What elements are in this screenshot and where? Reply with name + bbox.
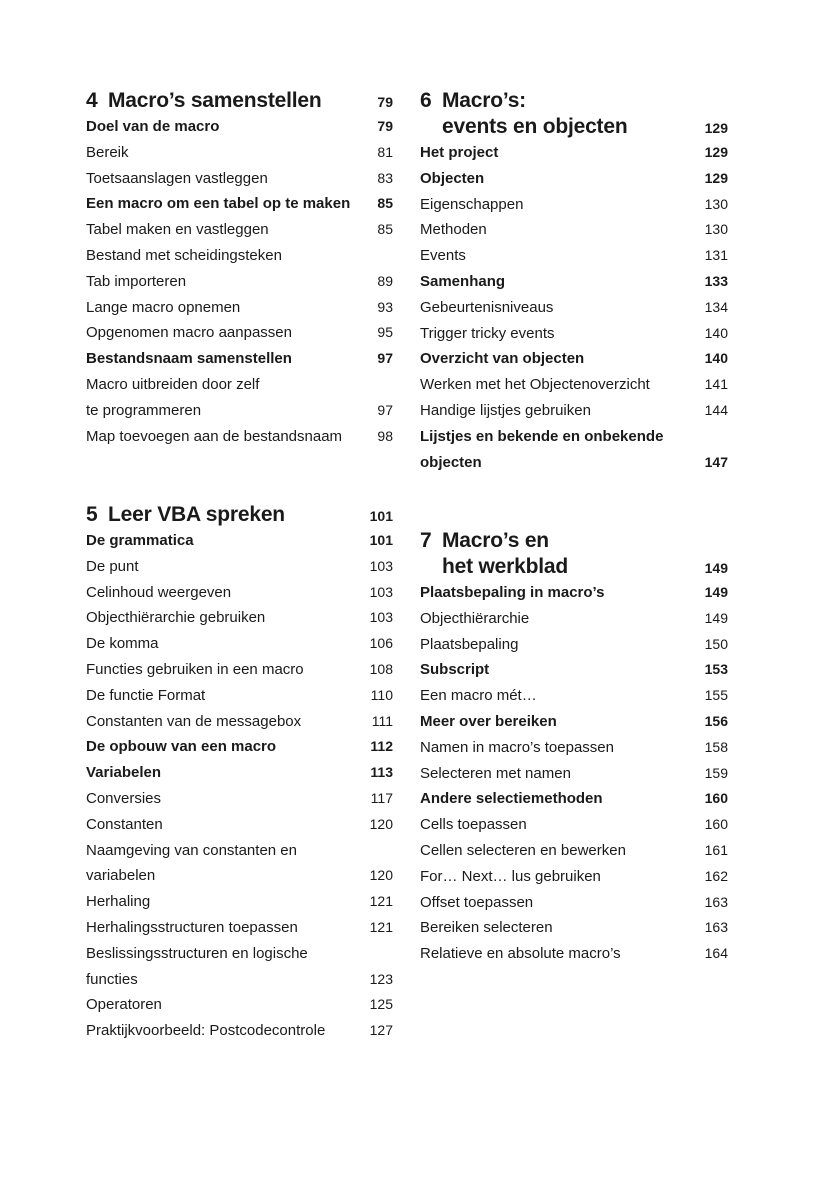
toc-subsection-entry[interactable] — [86, 554, 393, 580]
toc-entry-title: Subscript — [420, 661, 490, 679]
toc-entry-title: Objecthiërarchie gebruiken — [86, 609, 266, 627]
toc-entry-title: Doel van de macro — [86, 118, 220, 135]
toc-entry-title: For… Next… lus gebruiken — [420, 867, 601, 885]
chapter-number: 6 — [420, 89, 432, 112]
toc-subsection-entry[interactable] — [86, 295, 393, 321]
toc-entry-title: Bereik — [86, 143, 129, 161]
toc-entry-page: 163 — [704, 893, 728, 910]
toc-entry-page: 125 — [369, 996, 393, 1013]
toc-entry-page: 130 — [704, 221, 728, 238]
toc-entry-title: Plaatsbepaling in macro’s — [420, 584, 605, 601]
toc-entry-page: 83 — [377, 169, 393, 186]
toc-entry-page: 103 — [369, 583, 393, 600]
toc-entry-page: 81 — [377, 143, 393, 160]
chapter-heading — [420, 88, 728, 140]
toc-subsection-entry[interactable] — [86, 941, 393, 993]
toc-subsection-entry[interactable] — [420, 812, 728, 838]
toc-section-entry[interactable] — [420, 580, 728, 606]
toc-entry-page: 111 — [371, 712, 393, 729]
toc-subsection-entry[interactable] — [86, 631, 393, 657]
toc-entry-page: 129 — [704, 169, 728, 186]
toc-subsection-entry[interactable] — [420, 372, 728, 398]
toc-entry-page: 117 — [370, 789, 393, 806]
toc-subsection-entry[interactable] — [420, 295, 728, 321]
chapter-number: 5 — [86, 503, 98, 526]
chapter-page-number: 149 — [704, 560, 728, 576]
toc-entry-title: Meer over bereiken — [420, 712, 557, 730]
chapter-page-number: 129 — [704, 120, 728, 136]
toc-entry-page: 120 — [369, 867, 393, 884]
toc-entry-title: Trigger tricky events — [420, 324, 555, 342]
toc-subsection-entry[interactable] — [86, 605, 393, 631]
toc-subsection-entry[interactable] — [86, 709, 393, 735]
toc-entry-page: 147 — [704, 453, 728, 470]
toc-entry-page: 106 — [369, 635, 393, 652]
toc-entry-page: 103 — [369, 609, 393, 626]
toc-entry-page: 164 — [704, 945, 728, 962]
toc-entry-title: Handige lijstjes gebruiken — [420, 401, 591, 419]
toc-section-entry[interactable] — [420, 657, 728, 683]
toc-subsection-entry[interactable] — [86, 889, 393, 915]
chapter-7 — [420, 528, 728, 967]
toc-section-entry[interactable] — [420, 140, 728, 166]
toc-entry-page: 140 — [704, 324, 728, 341]
chapter-title — [86, 502, 285, 528]
toc-entry-title: Bestandsnaam samenstellen — [86, 350, 292, 368]
toc-entry-list — [86, 528, 393, 1044]
toc-entry-page: 153 — [704, 661, 728, 678]
toc-subsection-entry[interactable] — [420, 735, 728, 761]
toc-entry-page: 141 — [704, 376, 728, 393]
toc-entry-page: 85 — [377, 221, 393, 238]
toc-subsection-entry[interactable] — [86, 838, 393, 890]
toc-entry-title: Map toevoegen aan de bestandsnaam — [86, 427, 343, 445]
toc-entry-title: Bestand met scheidingsteken Tab importeren — [86, 246, 282, 290]
toc-subsection-entry[interactable] — [420, 606, 728, 632]
chapter-number: 4 — [86, 89, 98, 112]
toc-subsection-entry[interactable] — [86, 166, 393, 192]
toc-entry-page: 131 — [704, 247, 728, 264]
toc-subsection-entry[interactable] — [86, 683, 393, 709]
toc-subsection-entry[interactable] — [420, 192, 728, 218]
toc-entry-page: 108 — [369, 660, 393, 677]
toc-entry-page: 156 — [704, 712, 728, 729]
toc-entry-list — [420, 580, 728, 967]
chapter-number: 7 — [420, 529, 432, 552]
chapter-title-line: events en objecten — [442, 115, 628, 138]
toc-entry-list — [420, 140, 728, 475]
toc-subsection-entry[interactable] — [420, 398, 728, 424]
toc-entry-title: Eigenschappen — [420, 195, 524, 213]
toc-entry-title: Operatoren — [86, 996, 162, 1014]
toc-entry-page: 85 — [377, 195, 393, 212]
chapter-title-line: Macro’s en — [442, 529, 549, 552]
chapter-title-line: Macro’s: — [442, 89, 526, 112]
toc-entry-page: 149 — [704, 609, 728, 626]
toc-section-entry[interactable] — [86, 346, 393, 372]
chapter-title-line: Macro’s samenstellen — [108, 89, 322, 112]
toc-subsection-entry[interactable] — [420, 890, 728, 916]
toc-subsection-entry[interactable] — [86, 320, 393, 346]
toc-subsection-entry[interactable] — [420, 838, 728, 864]
toc-entry-page: 98 — [377, 427, 393, 444]
chapter-heading — [86, 88, 393, 114]
toc-section-entry[interactable] — [86, 528, 393, 554]
toc-entry-page: 93 — [377, 298, 393, 315]
toc-section-entry[interactable] — [420, 346, 728, 372]
toc-entry-page: 149 — [704, 584, 728, 600]
toc-entry-title: Het project — [420, 144, 499, 161]
toc-entry-title: Celinhoud weergeven — [86, 583, 232, 601]
chapter-page-number: 79 — [377, 94, 393, 110]
chapter-5 — [86, 502, 393, 1044]
toc-entry-page: 123 — [369, 970, 393, 987]
toc-entry-title: Beslissingsstructuren en logische functies — [86, 944, 308, 988]
toc-entry-title: Methoden — [420, 221, 487, 239]
toc-subsection-entry[interactable] — [86, 812, 393, 838]
toc-entry-page: 159 — [704, 764, 728, 781]
toc-subsection-entry[interactable] — [420, 243, 728, 269]
toc-entry-title: Andere selectiemethoden — [420, 790, 603, 808]
toc-entry-page: 150 — [704, 635, 728, 652]
toc-entry-title: Cellen selecteren en bewerken — [420, 841, 626, 859]
chapter-6 — [420, 88, 728, 475]
toc-entry-page: 103 — [369, 557, 393, 574]
toc-subsection-entry[interactable] — [86, 372, 393, 424]
toc-subsection-entry[interactable] — [420, 915, 728, 941]
toc-entry-page: 160 — [704, 816, 728, 833]
toc-entry-page: 162 — [704, 867, 728, 884]
toc-entry-title: Constanten — [86, 815, 163, 833]
toc-entry-title: De komma — [86, 635, 159, 653]
toc-entry-title: Gebeurtenisniveaus — [420, 298, 554, 316]
chapter-page-number: 101 — [369, 508, 393, 524]
toc-subsection-entry[interactable] — [420, 941, 728, 967]
toc-entry-page: 133 — [704, 272, 728, 289]
toc-entry-title: Macro uitbreiden door zelf te programmeren — [86, 375, 260, 419]
toc-subsection-entry[interactable] — [86, 1018, 393, 1044]
toc-entry-title: De opbouw van een macro — [86, 738, 277, 756]
toc-entry-title: Variabelen — [86, 764, 162, 782]
toc-entry-page: 163 — [704, 919, 728, 936]
toc-entry-page: 120 — [369, 815, 393, 832]
toc-entry-title: Een macro mét… — [420, 687, 537, 705]
chapter-title — [420, 528, 568, 580]
toc-entry-title: Selecteren met namen — [420, 764, 571, 782]
chapter-heading — [86, 502, 393, 528]
toc-section-entry[interactable] — [420, 709, 728, 735]
toc-entry-page: 155 — [704, 687, 728, 704]
toc-entry-title: Constanten van de messagebox — [86, 712, 302, 730]
toc-subsection-entry[interactable] — [86, 580, 393, 606]
toc-entry-page: 97 — [377, 350, 393, 367]
toc-subsection-entry[interactable] — [420, 321, 728, 347]
toc-entry-title: Samenhang — [420, 272, 506, 290]
toc-entry-title: Bereiken selecteren — [420, 919, 553, 937]
toc-entry-page: 121 — [369, 893, 393, 910]
toc-entry-title: De punt — [86, 557, 139, 575]
toc-entry-page: 113 — [370, 764, 393, 781]
toc-subsection-entry[interactable] — [86, 243, 393, 295]
toc-section-entry[interactable] — [86, 191, 393, 217]
toc-entry-title: Overzicht van objecten — [420, 350, 585, 368]
toc-section-entry[interactable] — [420, 424, 728, 476]
toc-subsection-entry[interactable] — [86, 424, 393, 450]
toc-section-entry[interactable] — [420, 269, 728, 295]
toc-entry-title: Namen in macro’s toepassen — [420, 738, 614, 756]
toc-subsection-entry[interactable] — [420, 683, 728, 709]
toc-entry-page: 112 — [370, 738, 393, 755]
toc-entry-title: Plaatsbepaling — [420, 635, 519, 653]
toc-entry-title: Functies gebruiken in een macro — [86, 660, 304, 678]
toc-entry-title: Offset toepassen — [420, 893, 534, 911]
toc-entry-title: Tabel maken en vastleggen — [86, 221, 269, 239]
toc-section-entry[interactable] — [420, 166, 728, 192]
toc-entry-page: 129 — [704, 144, 728, 160]
toc-entry-page: 95 — [377, 324, 393, 341]
toc-entry-title: Werken met het Objectenoverzicht — [420, 376, 650, 394]
toc-entry-title: Herhaling — [86, 893, 151, 911]
toc-subsection-entry[interactable] — [420, 632, 728, 658]
toc-entry-page: 134 — [704, 298, 728, 315]
toc-entry-page: 140 — [704, 350, 728, 367]
toc-entry-page: 127 — [369, 1022, 393, 1039]
toc-subsection-entry[interactable] — [86, 140, 393, 166]
toc-entry-page: 89 — [377, 272, 393, 289]
toc-subsection-entry[interactable] — [86, 217, 393, 243]
toc-entry-title: Een macro om een tabel op te maken — [86, 195, 351, 213]
toc-section-entry[interactable] — [86, 114, 393, 140]
toc-entry-title: Lijstjes en bekende en onbekende objecten — [420, 427, 664, 471]
toc-entry-title: Toetsaanslagen vastleggen — [86, 169, 268, 187]
toc-section-entry[interactable] — [86, 760, 393, 786]
toc-entry-list — [86, 114, 393, 449]
toc-entry-title: Naamgeving van constanten en variabelen — [86, 841, 297, 885]
toc-subsection-entry[interactable] — [86, 657, 393, 683]
toc-entry-title: Relatieve en absolute macro’s — [420, 945, 621, 963]
toc-entry-title: Praktijkvoorbeeld: Postcodecontrole — [86, 1022, 326, 1040]
toc-subsection-entry[interactable] — [86, 992, 393, 1018]
toc-entry-page: 121 — [369, 918, 393, 935]
toc-entry-page: 144 — [704, 401, 728, 418]
toc-entry-page: 97 — [377, 401, 393, 418]
toc-entry-page: 161 — [704, 841, 728, 858]
chapter-title — [420, 88, 627, 140]
chapter-title — [86, 88, 322, 114]
toc-entry-page: 160 — [704, 790, 728, 807]
chapter-4 — [86, 88, 393, 449]
toc-entry-title: Conversies — [86, 789, 162, 807]
toc-subsection-entry[interactable] — [420, 217, 728, 243]
toc-subsection-entry[interactable] — [86, 915, 393, 941]
chapter-title-line: Leer VBA spreken — [108, 503, 285, 526]
toc-entry-page: 130 — [704, 195, 728, 212]
chapter-heading — [420, 528, 728, 580]
toc-entry-title: Objecten — [420, 169, 485, 187]
toc-entry-title: De functie Format — [86, 686, 206, 704]
toc-subsection-entry[interactable] — [86, 786, 393, 812]
toc-entry-page: 101 — [369, 532, 393, 548]
toc-entry-page: 79 — [377, 118, 393, 134]
toc-entry-page: 110 — [370, 686, 393, 703]
toc-entry-title: Objecthiërarchie — [420, 609, 530, 627]
toc-entry-title: Events — [420, 247, 466, 265]
toc-entry-title: De grammatica — [86, 532, 194, 549]
toc-section-entry[interactable] — [420, 786, 728, 812]
chapter-title-line: het werkblad — [442, 555, 568, 578]
toc-entry-title: Cells toepassen — [420, 816, 527, 834]
toc-subsection-entry[interactable] — [420, 761, 728, 787]
toc-entry-page: 158 — [704, 738, 728, 755]
toc-section-entry[interactable] — [86, 734, 393, 760]
toc-subsection-entry[interactable] — [420, 864, 728, 890]
toc-entry-title: Herhalingsstructuren toepassen — [86, 918, 298, 936]
toc-entry-title: Opgenomen macro aanpassen — [86, 324, 292, 342]
toc-entry-title: Lange macro opnemen — [86, 298, 241, 316]
